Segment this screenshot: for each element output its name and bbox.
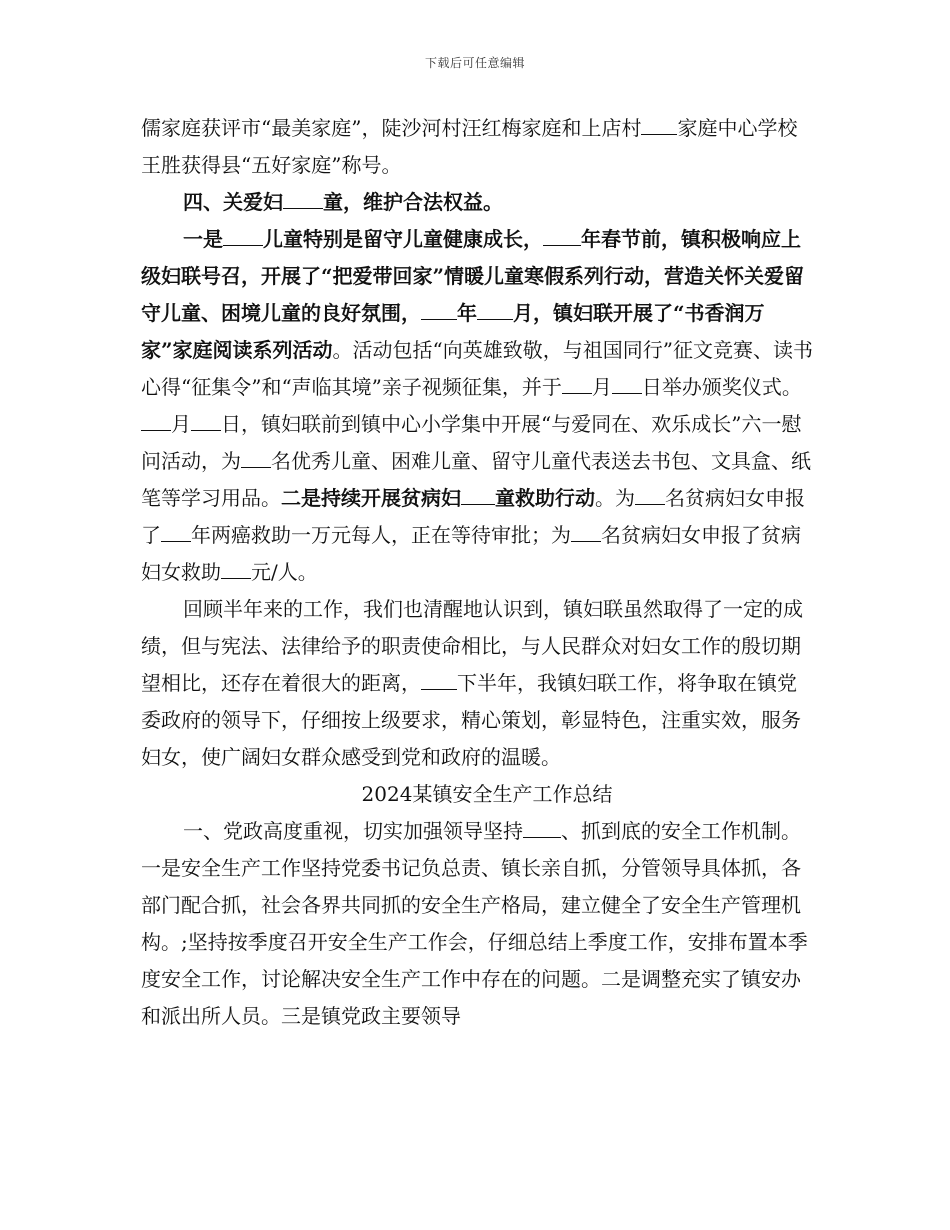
blank-line: [421, 672, 457, 690]
blank-line: [161, 524, 191, 542]
blank-line: [612, 376, 642, 394]
blank-line: [141, 413, 171, 431]
blank-line: [523, 820, 561, 838]
blank-line: [221, 561, 251, 579]
blank-line: [191, 413, 221, 431]
heading-section-four: 四、关爱妇 童，维护合法权益。: [183, 190, 503, 214]
page-header: 下载后可任意编辑: [424, 56, 525, 70]
blank-line: [571, 524, 601, 542]
paragraph-review: 回顾半年来的工作，我们也清醒地认识到，镇妇联虽然取得了一定的成绩，但与宪法、法律给予的职责使命相比，与人民群众对妇女工作的殷切期望相比，还存在着很大的距离， 下半年，我镇妇联工作，将争取在镇党委政府的领导下，仔细按上级要求，精心策划，彰显特色，注重实效，服务妇女，使广阔妇女群众感受到党和政府的温暖。: [141, 597, 803, 769]
paragraph-children-care: 一是 儿童特别是留守儿童健康成长， 年春节前，镇积极响应上级妇联号召，开展了“把爱带回家”情暖儿童寒假系列行动，营造关怀关爱留守儿童、困境儿童的良好氛围， 年 月，镇妇联开展了“书香润万家”家庭阅读系列活动。活动包括“向英雄致敬，与祖国同行”征文竞赛、读书心得“征集令”和“声临其境”亲子视频征集，并于 月 日举办颁奖仪式。月 日，镇妇联前到镇中心小学集中开展“与爱同在、欢乐成长”六一慰问活动，为 名优秀儿童、困难儿童、留守儿童代表送去书包、文具盒、纸笔等学习用品。二是持续开展贫病妇 童救助行动。为 名贫病妇女申报了 年两癌救助一万元每人，正在等待审批；为 名贫病妇女申报了贫病妇女救助 元/人。: [141, 227, 813, 584]
document-body: [141, 110, 813, 1035]
paragraph-family-awards: 儒家庭获评市“最美家庭”，陡沙河村汪红梅家庭和上店村 家庭中心学校王胜获得县“五好家庭”称号。: [141, 116, 798, 177]
blank-line: [421, 302, 457, 320]
blank-line: [543, 228, 581, 246]
blank-line: [477, 302, 513, 320]
blank-line: [562, 376, 592, 394]
blank-line: [241, 450, 271, 468]
blank-line: [283, 191, 323, 209]
blank-line: [641, 117, 677, 135]
document-title: 2024某镇安全生产工作总结: [361, 782, 613, 806]
blank-line: [223, 228, 263, 246]
paragraph-safety-leadership: 一、党政高度重视，切实加强领导坚持 、抓到底的安全工作机制。一是安全生产工作坚持党委书记负总责、镇长亲自抓，分管领导具体抓，各部门配合抓，社会各界共同抓的安全生产格局，建立健全了安全生产管理机构。;坚持按季度召开安全生产工作会，仔细总结上季度工作，安排布置本季度安全工作，讨论解决安全生产工作中存在的问题。二是调整充实了镇安办和派出所人员。三是镇党政主要领导: [141, 819, 808, 1028]
blank-line: [461, 487, 495, 505]
blank-line: [635, 487, 665, 505]
